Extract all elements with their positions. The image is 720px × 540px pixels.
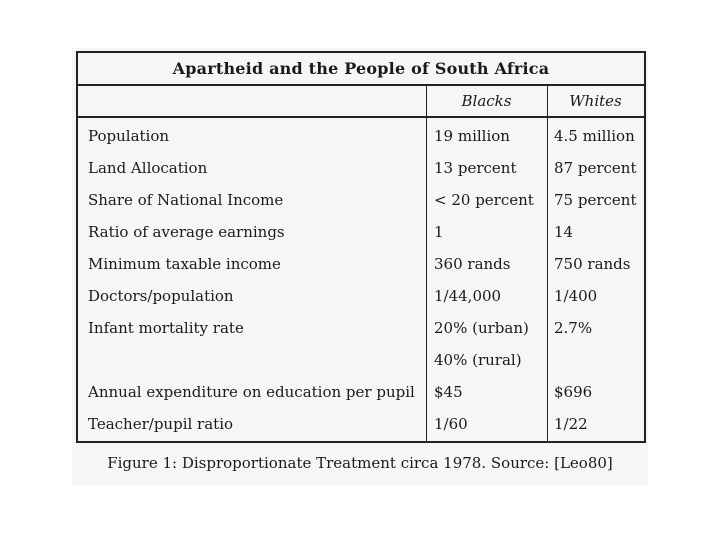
table-title: Apartheid and the People of South Africa xyxy=(78,53,644,86)
table-row xyxy=(78,408,644,440)
table-header-row xyxy=(78,86,644,118)
row-label: Land Allocation xyxy=(88,159,208,177)
table-row xyxy=(78,312,644,344)
cell-blacks: 13 percent xyxy=(434,159,517,177)
cell-blacks: $45 xyxy=(434,383,463,401)
cell-blacks: 40% (rural) xyxy=(434,351,522,369)
table-row xyxy=(78,152,644,184)
column-header-blacks: Blacks xyxy=(461,92,512,110)
cell-whites: 14 xyxy=(554,223,574,241)
cell-blacks: 1/60 xyxy=(434,415,468,433)
cell-whites: 4.5 million xyxy=(554,127,635,145)
cell-blacks: 360 rands xyxy=(434,255,511,273)
cell-whites: $696 xyxy=(554,383,593,401)
data-table xyxy=(76,51,646,443)
cell-whites: 1/22 xyxy=(554,415,588,433)
cell-whites: 75 percent xyxy=(554,191,637,209)
cell-blacks: 20% (urban) xyxy=(434,319,529,337)
table-row xyxy=(78,248,644,280)
row-label: Ratio of average earnings xyxy=(88,223,285,241)
row-label: Teacher/pupil ratio xyxy=(88,415,234,433)
cell-whites: 1/400 xyxy=(554,287,598,305)
table-row xyxy=(78,344,644,376)
row-label: Population xyxy=(88,127,170,145)
cell-whites: 2.7% xyxy=(554,319,593,337)
cell-blacks: < 20 percent xyxy=(434,191,534,209)
table-row xyxy=(78,120,644,152)
cell-whites: 750 rands xyxy=(554,255,631,273)
cell-blacks: 1/44,000 xyxy=(434,287,502,305)
document-figure xyxy=(72,48,648,486)
row-label: Infant mortality rate xyxy=(88,319,244,337)
row-label: Minimum taxable income xyxy=(88,255,281,273)
cell-blacks: 1 xyxy=(434,223,444,241)
cell-whites: 87 percent xyxy=(554,159,637,177)
row-label: Share of National Income xyxy=(88,191,284,209)
table-row xyxy=(78,184,644,216)
table-row xyxy=(78,280,644,312)
figure-caption: Figure 1: Disproportionate Treatment circa 1978. Source: [Leo80] xyxy=(107,454,613,472)
row-label: Doctors/population xyxy=(88,287,234,305)
cell-blacks: 19 million xyxy=(434,127,510,145)
row-label: Annual expenditure on education per pupil xyxy=(88,383,415,401)
column-header-whites: Whites xyxy=(569,92,622,110)
table-row xyxy=(78,376,644,408)
table-row xyxy=(78,216,644,248)
